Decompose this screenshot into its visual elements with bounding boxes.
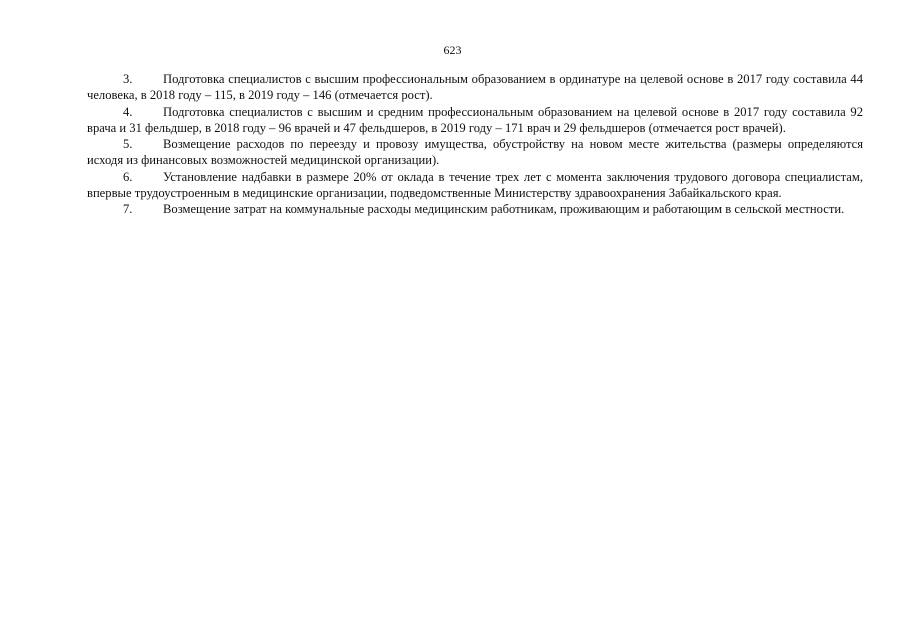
list-item-number: 3. xyxy=(123,72,133,86)
list-item-number: 5. xyxy=(123,137,133,152)
list-item-text: Установление надбавки в размере 20% от оклада в течение трех лет с момента заключения трудового договора специалистам, впервые трудоустроенным в медицинские организации, подведомственные Министерству здравоохранения Забайкальского края. xyxy=(87,169,863,201)
document-body xyxy=(87,71,863,218)
list-item xyxy=(87,71,863,104)
page-number: 623 xyxy=(443,43,462,57)
list-item xyxy=(87,104,863,137)
list-item-text: Возмещение затрат на коммунальные расходы медицинским работникам, проживающим и работающим в сельской местности. xyxy=(163,202,845,217)
list-item-number: 7. xyxy=(123,202,133,217)
list-item-number: 4. xyxy=(123,104,133,119)
list-item-text: Возмещение расходов по переезду и провозу имущества, обустройству на новом месте жительства (размеры определяются исходя из финансовых возможностей медицинской организации). xyxy=(87,137,863,168)
list-item-number: 6. xyxy=(123,169,133,184)
list-item xyxy=(87,136,863,169)
list-item xyxy=(87,201,863,217)
list-item-text: Подготовка специалистов с высшим профессиональным образованием в ординатуре на целевой основе в 2017 году составила 44 человека, в 2018 году – 115, в 2019 году – 146 (отмечается рост). xyxy=(87,72,863,103)
list-item-text: Подготовка специалистов с высшим и средним профессиональным образованием на целевой основе в 2017 году составила 92 врача и 31 фельдшер, в 2018 году – 96 врачей и 47 фельдшеров, в 2019 году – 171 врач и 29 фельдшеров (отмечается рост врачей). xyxy=(87,104,863,135)
list-item xyxy=(87,169,863,202)
